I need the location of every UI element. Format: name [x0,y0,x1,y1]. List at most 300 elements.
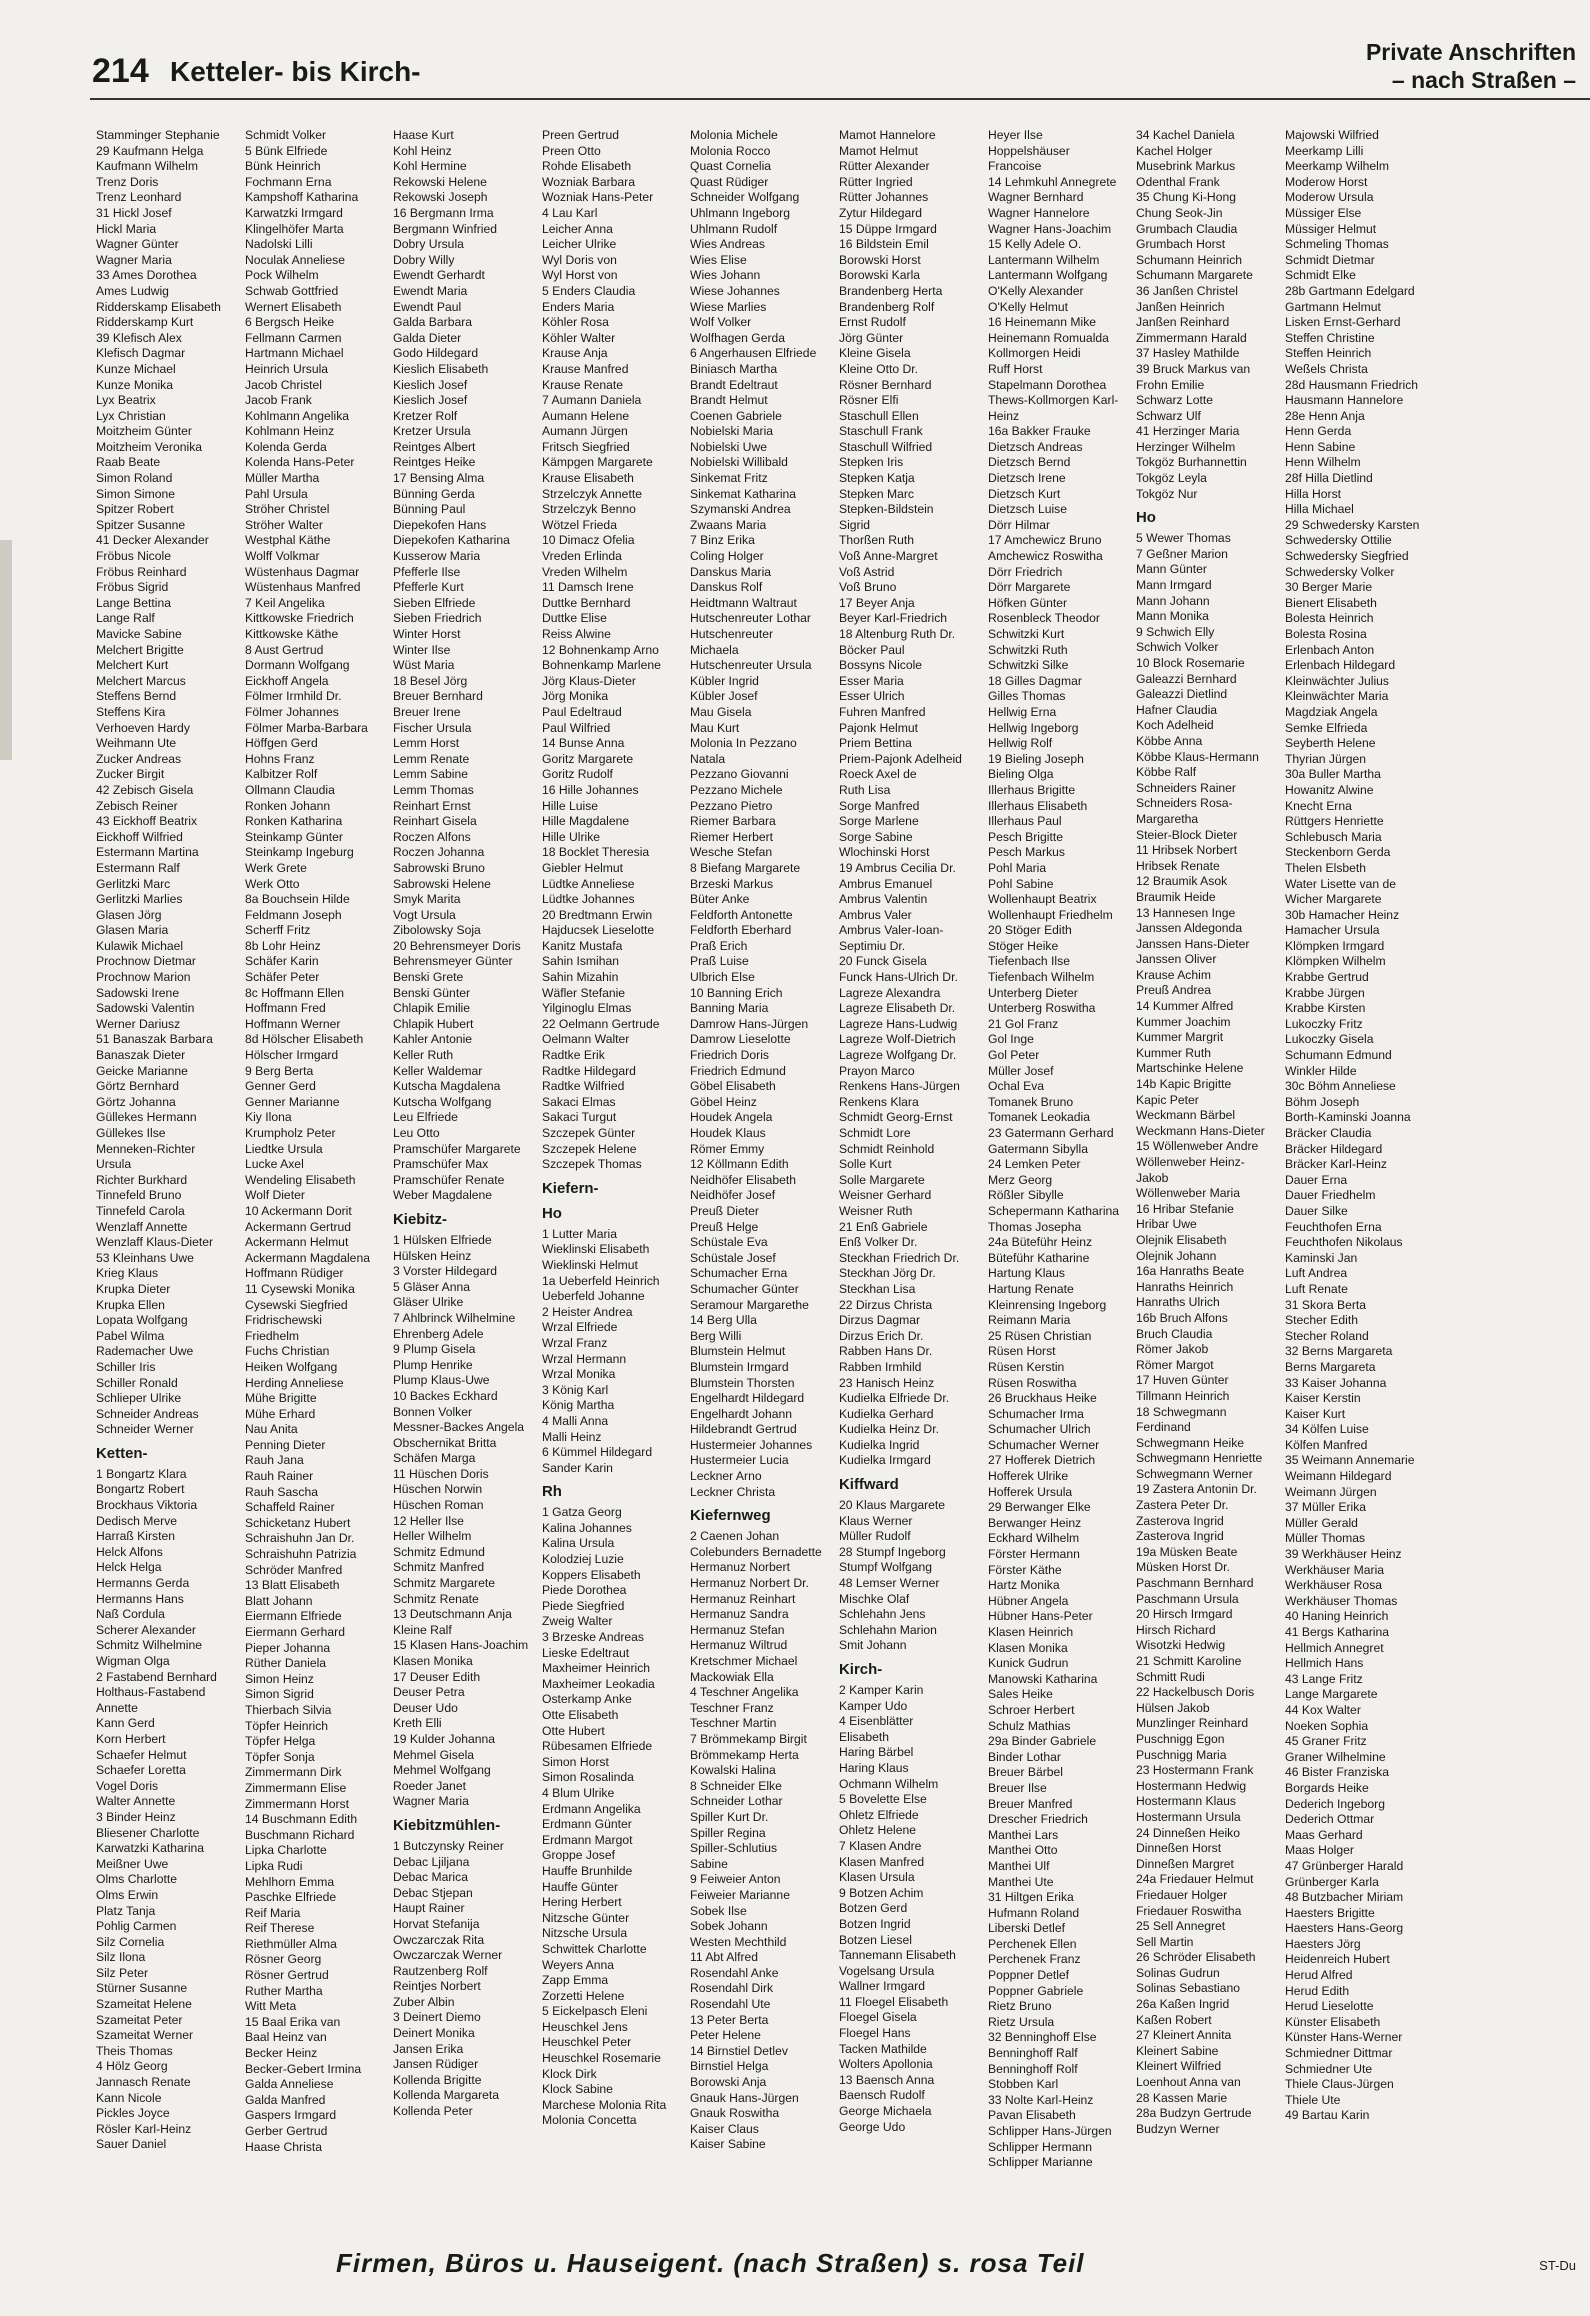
resident-entry: Wöllenweber Maria [1136,1186,1241,1201]
resident-entry: Koppers Elisabeth [541,1567,641,1582]
resident-entry: 22 Dirzus Christa [839,1297,933,1312]
resident-entry: Seyberth Helene [1284,736,1376,751]
resident-entry: Gläser Ulrike [393,1295,464,1310]
resident-entry: Fröbus Reinhard [96,564,187,579]
side-marker [0,540,12,760]
resident-entry: Kaiser Sabine [690,2137,767,2152]
resident-entry: Dinneßen Horst [1136,1841,1222,1856]
resident-entry: Lantermann Wolfgang [987,268,1107,283]
street-heading: Ketten- [96,1444,148,1462]
resident-entry: Lemm Thomas [393,782,475,797]
resident-entry: Solle Kurt [839,1157,892,1172]
resident-entry: 16 Bergmann Irma [393,205,494,220]
resident-entry: Pavan Elisabeth [987,2108,1076,2123]
resident-entry: Praß Erich [690,938,748,953]
resident-entry: Kudielka Gerhard [839,1406,934,1421]
resident-entry: 9 Berg Berta [244,1063,313,1078]
resident-entry: Horvat Stefanija [393,1916,480,1931]
resident-entry: 9 Botzen Achim [839,1885,924,1900]
resident-entry: Steinkamp Günter [244,829,343,844]
resident-entry: Kaufmann Wilhelm [96,159,198,174]
resident-entry: Herud Alfred [1284,1968,1353,1983]
resident-entry: Meißner Uwe [96,1856,169,1871]
resident-entry: 35 Weimann Annemarie [1284,1453,1415,1468]
resident-entry: Roczen Alfons [393,829,471,844]
resident-entry: Spiller-Schlutius [690,1841,778,1856]
resident-entry: Kleinwächter Maria [1284,689,1389,704]
resident-entry: Hülsken Heinz [393,1248,472,1263]
resident-entry: Dedisch Merve [96,1513,178,1528]
resident-entry: 9 Feiweier Anton [690,1872,781,1887]
resident-entry: Breuer Bernhard [393,689,484,704]
resident-entry: Botzen Liesel [839,1932,912,1947]
resident-entry: Schmidt Volker [244,128,326,142]
resident-entry: Sadowski Irene [96,985,180,1000]
resident-entry: Sahin Ismihan [541,954,619,969]
resident-entry: Steckenborn Gerda [1284,845,1391,860]
resident-entry: Borowski Karla [839,268,921,283]
resident-entry: Wyl Horst von [541,268,618,283]
resident-entry: Ridderskamp Elisabeth [96,299,221,314]
resident-entry: Szczepek Helene [541,1141,637,1156]
column-1 [96,128,239,2236]
resident-entry: Erlenbach Anton [1284,642,1374,657]
resident-entry: Kulawik Michael [96,938,184,953]
resident-entry: Mischke Olaf [839,1591,910,1606]
resident-entry: 9 Schwich Elly [1136,624,1215,639]
resident-entry: Borowski Anja [690,2075,767,2090]
resident-entry: Kleine Otto Dr. [839,361,919,376]
resident-entry: Poppner Detlef [987,1968,1069,1983]
resident-entry: Leckner Christa [690,1484,776,1499]
resident-entry: 20 Hirsch Irmgard [1136,1607,1233,1622]
resident-entry: Büter Anke [690,892,750,907]
resident-entry: Kleinwächter Julius [1284,673,1389,688]
resident-entry: Hanraths Heinrich [1136,1279,1234,1294]
resident-entry: Kann Nicole [96,2090,162,2105]
resident-entry: Schraishuhn Patrizia [244,1547,357,1562]
street-heading: Kiebitz- [393,1210,448,1228]
resident-entry: Rüther Daniela [244,1656,326,1671]
resident-entry: Schicketanz Hubert [244,1515,350,1530]
resident-entry: 3 Vorster Hildegard [393,1264,498,1279]
resident-entry: 1a Ueberfeld Heinrich [541,1273,660,1288]
resident-entry: Heuschkel Rosemarie [541,2051,661,2066]
resident-entry: 53 Kleinhans Uwe [96,1250,194,1265]
resident-entry: Keller Waldemar [393,1063,483,1078]
resident-entry: Hostermann Hedwig [1136,1778,1247,1793]
resident-entry: 5 Eickelpasch Eleni [541,2004,648,2019]
resident-entry: Mann Johann [1136,593,1210,608]
resident-entry: Marchese Molonia Rita [541,2097,667,2112]
resident-entry: Haesters Brigitte [1284,1905,1375,1920]
resident-entry: Goritz Margarete [541,751,633,766]
resident-entry: Mühe Erhard [244,1406,315,1421]
resident-entry: Kleinert Wilfried [1136,2059,1222,2074]
resident-entry: Schiller Iris [96,1359,156,1374]
resident-entry: Semke Elfrieda [1284,720,1368,735]
resident-entry: Lantermann Wilhelm [987,252,1100,267]
resident-entry: Benninghoff Ralf [987,2046,1078,2061]
resident-entry: Sorge Sabine [839,829,913,844]
resident-entry: 14 Birnstiel Detlev [690,2043,789,2058]
resident-entry: Kolenda Gerda [244,439,327,454]
resident-entry: Wisotzki Hedwig [1136,1638,1226,1653]
resident-entry: Pajonk Helmut [839,720,919,735]
resident-entry: Mann Monika [1136,609,1210,624]
resident-entry: Müsken Horst Dr. [1136,1560,1231,1575]
resident-entry: Erdmann Angelika [541,1801,641,1816]
resident-entry: Scherer Alexander [96,1622,196,1637]
resident-entry: Binder Lothar [987,1749,1061,1764]
resident-entry: Melchert Marcus [96,673,186,688]
resident-entry: Strzelczyk Benno [541,502,636,517]
resident-entry: 30a Buller Martha [1284,767,1381,782]
resident-entry: Fuchs Christian [244,1344,330,1359]
resident-entry: 8b Lohr Heinz [244,938,321,953]
resident-entry: Bergmann Winfried [393,221,498,236]
resident-entry: 24a Friedauer Helmut [1136,1872,1254,1887]
resident-entry: Jacob Christel [244,377,322,392]
resident-entry: Glasen Maria [96,923,169,938]
resident-entry: Staschull Wilfried [839,439,933,454]
resident-entry: Manthei Ute [987,1874,1054,1889]
resident-entry: Brandenberg Rolf [839,299,935,314]
resident-entry: Howanitz Alwine [1284,782,1374,797]
directory-columns [96,128,1576,2236]
resident-entry: Schwedersky Volker [1284,564,1395,579]
resident-entry: Simon Simone [96,486,176,501]
resident-entry: Kummer Ruth [1136,1045,1212,1060]
resident-entry: Fochmann Erna [244,174,332,189]
resident-entry: Stapelmann Dorothea [987,377,1106,392]
resident-entry: 46 Bister Franziska [1284,1765,1389,1780]
resident-entry: Voß Astrid [839,564,895,579]
resident-entry: Kamper Udo [839,1698,908,1713]
resident-entry: Kummer Margrit [1136,1030,1224,1045]
resident-entry: Giebler Helmut [541,860,623,875]
resident-entry: Werner Dariusz [96,1016,181,1031]
resident-entry: Szymanski Andrea [690,502,792,517]
resident-entry: Luft Andrea [1284,1266,1347,1281]
resident-entry: Förster Käthe [987,1562,1062,1577]
resident-entry: Klasen Monika [987,1640,1068,1655]
resident-entry: Hermanuz Norbert [690,1560,791,1575]
resident-entry: 45 Graner Fritz [1284,1734,1367,1749]
resident-entry: Thews-Kollmorgen Karl- [987,393,1118,408]
resident-entry: Olejnik Elisabeth [1136,1232,1227,1247]
resident-entry: Fölmer Irmhild Dr. [244,689,342,704]
resident-entry: Neidhöfer Josef [690,1188,776,1203]
resident-entry: Rabben Irmhild [839,1359,922,1374]
resident-entry: Stecher Roland [1284,1328,1369,1343]
resident-entry: 28d Hausmann Friedrich [1284,377,1418,392]
resident-entry: Schaffeld Rainer [244,1500,335,1515]
resident-entry: 29 Kaufmann Helga [96,143,204,158]
resident-entry: 34 Kachel Daniela [1136,128,1235,142]
resident-entry: Preen Gertrud [541,128,619,142]
resident-entry: Piede Siegfried [541,1598,625,1613]
resident-entry: Manthei Lars [987,1827,1058,1842]
resident-entry: Stecher Edith [1284,1313,1358,1328]
resident-entry: Sieben Elfriede [393,595,476,610]
resident-entry: Fölmer Johannes [244,704,339,719]
resident-entry: Radtke Wilfried [541,1079,625,1094]
resident-entry: Wieklinski Helmut [541,1257,638,1272]
resident-entry: Kudielka Elfriede Dr. [839,1391,950,1406]
resident-entry: Spitzer Robert [96,502,174,517]
resident-entry: 15 Klasen Hans-Joachim [393,1638,529,1653]
resident-entry: Klaus Werner [839,1513,913,1528]
resident-entry: Tiefenbach Ilse [987,954,1070,969]
resident-entry: Zytur Hildegard [839,205,923,220]
resident-entry: Kalina Johannes [541,1520,632,1535]
resident-entry: Eckhard Wilhelm [987,1531,1079,1546]
resident-entry: Aumann Jürgen [541,424,628,439]
resident-entry: Zuber Albin [393,1994,455,2009]
resident-entry: Dinneßen Margret [1136,1856,1235,1871]
resident-entry: 14 Kummer Alfred [1136,999,1234,1014]
resident-entry: Köbbe Ralf [1136,765,1197,780]
resident-entry: 24 Lemken Peter [987,1157,1081,1172]
resident-entry: Raab Beate [96,455,161,470]
resident-entry: 28b Gartmann Edelgard [1284,283,1415,298]
resident-entry: Jansen Erika [393,2041,464,2056]
resident-entry: Harraß Kirsten [96,1529,176,1544]
resident-entry: Ochmann Wilhelm [839,1776,939,1791]
resident-entry: Hajducsek Lieselotte [541,923,654,938]
resident-entry: Sakaci Elmas [541,1094,616,1109]
resident-entry: Natala [690,751,726,766]
resident-entry: Genner Marianne [244,1094,340,1109]
resident-entry: Strzelczyk Annette [541,486,642,501]
resident-entry: Schaefer Helmut [96,1747,187,1762]
resident-entry: Kollenda Brigitte [393,2072,482,2087]
resident-entry: Kohl Hermine [393,159,467,174]
resident-entry: Gol Peter [987,1048,1039,1063]
resident-entry: Brandt Helmut [690,393,769,408]
resident-entry: 4 Eisenblätter [839,1714,914,1729]
resident-entry: Steckhan Jörg Dr. [839,1266,936,1281]
resident-entry: Maxheimer Leokadia [541,1676,655,1691]
resident-entry: Galeazzi Bernhard [1136,671,1237,686]
resident-entry: 18 Besel Jörg [393,673,468,688]
resident-entry: Engelhardt Johann [690,1406,793,1421]
column-2 [245,128,388,2236]
resident-entry: Schmeling Thomas [1284,237,1389,252]
resident-entry: Sinkemat Katharina [690,486,797,501]
resident-entry: Solle Margarete [839,1172,925,1187]
resident-entry: Brandt Edeltraut [690,377,779,392]
resident-entry: Haase Kurt [393,128,454,142]
resident-entry: 29 Berwanger Elke [987,1500,1091,1515]
section-title [1366,38,1576,94]
resident-entry: Schwitzki Silke [987,658,1068,673]
resident-entry: Müller Martha [244,471,319,486]
resident-entry: Fischer Ursula [393,720,472,735]
resident-entry: Grünberger Karla [1284,1874,1379,1889]
column-3 [393,128,536,2236]
resident-entry: Wagner Maria [96,252,172,267]
resident-entry: Wolters Apollonia [839,2057,933,2072]
resident-entry: Thomas Josepha [987,1219,1081,1234]
page-footer [96,2240,1590,2286]
resident-entry: Schwedersky Siegfried [1284,549,1409,564]
resident-entry: Loenhout Anna van [1136,2075,1241,2090]
resident-entry: Houdek Klaus [690,1126,767,1140]
resident-entry: Hauffe Brunhilde [541,1863,633,1878]
resident-entry: 2 Heister Andrea [541,1304,633,1319]
resident-entry: Weber Magdalene [393,1188,493,1203]
resident-entry: Görtz Bernhard [96,1079,180,1094]
resident-entry: Francoise [987,159,1041,174]
resident-entry: Ronken Katharina [244,814,342,829]
resident-entry: Lagreze Wolf-Dietrich [839,1032,956,1047]
resident-entry: Sell Martin [1136,1934,1194,1949]
resident-entry: Hübner Angela [987,1593,1068,1608]
resident-entry: Spitzer Susanne [96,517,186,532]
resident-entry: Wicher Margarete [1284,892,1382,907]
resident-entry: Tomanek Leokadia [987,1110,1090,1125]
resident-entry: Prayon Marco [839,1063,915,1078]
resident-entry: 27 Kleinert Annita [1136,2028,1232,2043]
resident-entry: Ronken Johann [244,798,330,813]
resident-entry: Obschernikat Britta [393,1435,497,1450]
resident-entry: Karwatzki Irmgard [244,205,343,220]
resident-entry: Molonia Concetta [541,2113,637,2128]
resident-entry: Szameitat Helene [96,1997,192,2012]
resident-entry: 6 Angerhausen Elfriede [690,346,817,361]
resident-entry: Krause Elisabeth [541,471,634,486]
resident-entry: Güllekes Ilse [96,1126,166,1140]
resident-entry: Hanraths Ulrich [1136,1295,1220,1310]
resident-entry: Paul Edeltraud [541,704,622,719]
resident-entry: 4 Lau Karl [541,205,598,220]
resident-entry: 13 Peter Berta [690,2012,769,2027]
resident-entry: Kretschmer Michael [690,1654,798,1668]
resident-entry: Schmitz Renate [393,1591,479,1606]
resident-entry: 23 Gatermann Gerhard [987,1126,1114,1140]
resident-entry: Hüschen Roman [393,1498,484,1513]
resident-entry: Magdziak Angela [1284,704,1378,719]
resident-entry: Schneiders Rosa- [1136,796,1233,811]
street-heading: Kiffward [839,1476,899,1494]
resident-entry: Solinas Gudrun [1136,1965,1220,1980]
resident-entry: Steffens Bernd [96,689,177,704]
resident-entry: Wolff Volkmar [244,549,320,564]
resident-entry: Weisner Gerhard [839,1188,932,1203]
resident-entry: Lagreze Alexandra [839,985,941,1000]
resident-entry: Septimiu Dr. [839,938,906,953]
resident-entry: Kutscha Magdalena [393,1079,501,1094]
resident-entry: Malli Heinz [541,1429,602,1444]
resident-entry: Plump Klaus-Uwe [393,1373,490,1388]
resident-entry: Hermanuz Sandra [690,1607,790,1622]
resident-entry: Amchewicz Roswitha [987,549,1103,564]
resident-entry: Kaminski Jan [1284,1250,1358,1265]
resident-entry: 8d Hölscher Elisabeth [244,1032,363,1047]
resident-entry: Jörg Monika [541,689,608,704]
resident-entry: 19 Zastera Antonin Dr. [1136,1482,1258,1497]
resident-entry: Manowski Katharina [987,1671,1098,1686]
resident-entry: Mehlhorn Emma [244,1874,334,1889]
resident-entry: Debac Ljiljana [393,1854,470,1869]
resident-entry: Hülsen Jakob [1136,1700,1210,1715]
resident-entry: 32 Berns Margareta [1284,1344,1393,1359]
resident-entry: Budzyn Werner [1136,2121,1220,2136]
resident-entry: Dormann Wolfgang [244,658,350,673]
resident-entry: Tinnefeld Carola [96,1203,185,1218]
resident-entry: Heinz [987,408,1019,423]
resident-entry: 17 Huven Günter [1136,1373,1229,1388]
resident-entry: Dobry Willy [393,252,455,267]
resident-entry: Zastera Peter Dr. [1136,1498,1229,1513]
resident-entry: Eiermann Gerhard [244,1625,345,1639]
resident-entry: Borgards Heike [1284,1780,1369,1795]
resident-entry: Wigman Olga [96,1654,170,1668]
resident-entry: Herding Anneliese [244,1375,344,1390]
resident-entry: Weßels Christa [1284,361,1368,376]
resident-entry: Jörg Klaus-Dieter [541,673,636,688]
resident-entry: Zimmermann Horst [244,1796,349,1811]
resident-entry: Schüstale Eva [690,1235,769,1250]
resident-entry: Puschnigg Egon [1136,1731,1225,1746]
resident-entry: 26 Schröder Elisabeth [1136,1950,1256,1965]
resident-entry: Banaszak Dieter [96,1048,186,1063]
resident-entry: 26 Bruckhaus Heike [987,1391,1097,1406]
resident-entry: Zebisch Reiner [96,798,178,813]
resident-entry: Bongartz Robert [96,1482,185,1497]
resident-entry: Weimann Jürgen [1284,1484,1377,1499]
resident-entry: Krause Manfred [541,361,629,376]
resident-entry: Wieklinski Elisabeth [541,1242,650,1257]
resident-entry: Krabbe Kirsten [1284,1001,1366,1016]
resident-entry: Ackermann Gertrud [244,1219,351,1234]
resident-entry: Plump Henrike [393,1357,473,1372]
resident-entry: Benninghoff Rolf [987,2061,1078,2076]
resident-entry: 11 Hüschen Doris [393,1466,489,1481]
resident-entry: Kalbitzer Rolf [244,767,317,782]
resident-entry: Bonnen Volker [393,1404,473,1419]
resident-entry: Galeazzi Dietlind [1136,687,1228,702]
column-7 [988,128,1131,2236]
resident-entry: Lyx Beatrix [96,393,156,408]
resident-entry: Ferdinand [1136,1420,1191,1435]
resident-entry: Brömmekamp Herta [690,1747,800,1762]
resident-entry: 12 Köllmann Edith [690,1157,790,1172]
resident-entry: Meerkamp Lilli [1284,143,1364,158]
resident-entry: Borth-Kaminski Joanna [1284,1110,1411,1125]
resident-entry: 11 Cysewski Monika [244,1281,355,1296]
resident-entry: Heidenreich Hubert [1284,1952,1390,1967]
resident-entry: Reintges Albert [393,439,476,454]
resident-entry: Hildebrandt Gertrud [690,1422,798,1437]
resident-entry: Schwittek Charlotte [541,1941,647,1956]
resident-entry: Klasen Heinrich [987,1625,1073,1639]
resident-entry: Hostermann Klaus [1136,1794,1237,1809]
resident-entry: 15 Wöllenweber Andre [1136,1139,1259,1154]
resident-entry: Kutscha Wolfgang [393,1094,492,1109]
resident-entry: Poppner Gabriele [987,1983,1083,1998]
resident-entry: Gnauk Roswitha [690,2106,780,2121]
resident-entry: 39 Werkhäuser Heinz [1284,1547,1402,1562]
resident-entry: 44 Kox Walter [1284,1702,1361,1717]
resident-entry: Weimann Hildegard [1284,1469,1392,1484]
resident-entry: Kübler Ingrid [690,673,760,688]
resident-entry: Klingelhöfer Marta [244,221,344,236]
resident-entry: Wiese Marlies [690,299,767,314]
resident-entry: Köbbe Klaus-Hermann [1136,749,1260,764]
